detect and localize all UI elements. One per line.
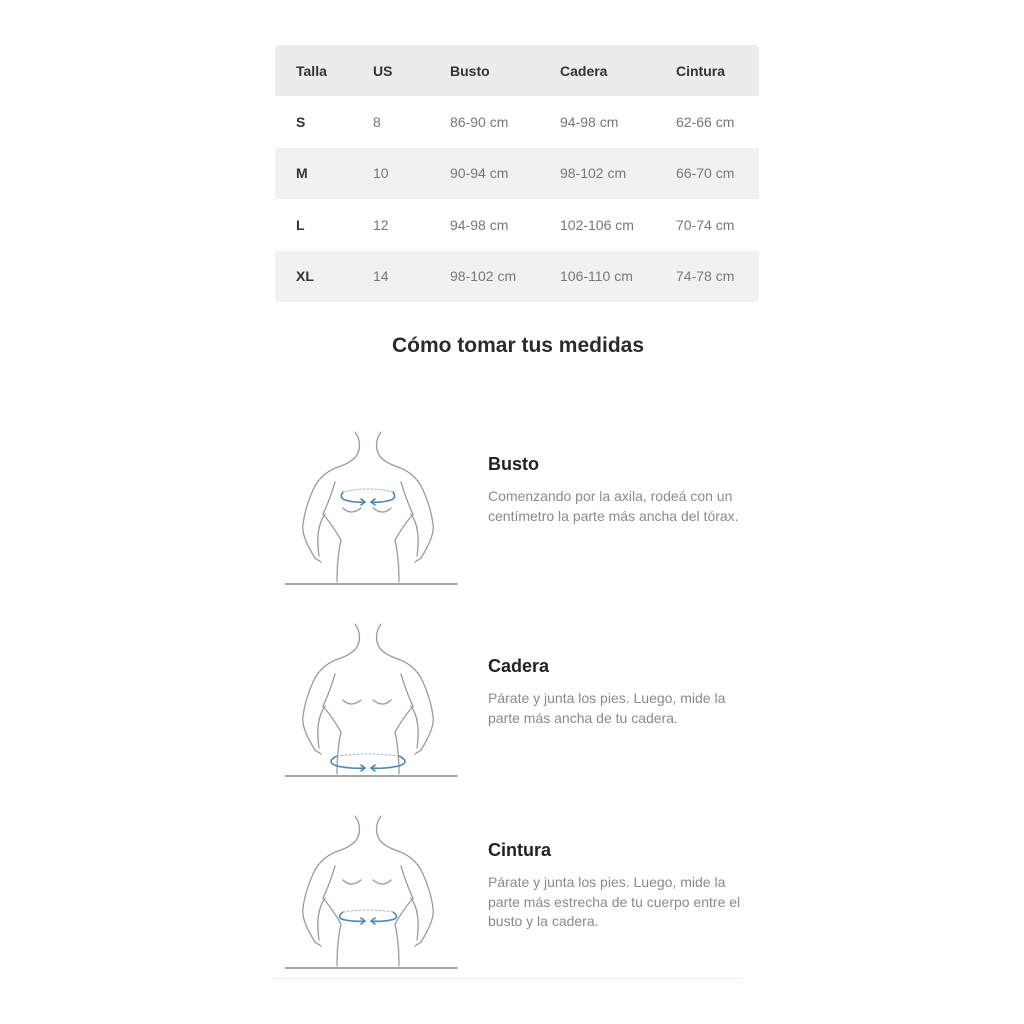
measure-item-description: Párate y junta los pies. Luego, mide la parte más estrecha de tu cuerpo entre el busto y la cadera. [488, 874, 741, 929]
cell-cadera: 94-98 cm [560, 114, 619, 131]
cell-cadera: 98-102 cm [560, 165, 627, 182]
cell-busto: 98-102 cm [450, 268, 517, 285]
cell-cintura: 70-74 cm [676, 216, 735, 233]
cell-cintura: 66-70 cm [676, 165, 735, 182]
header-cintura: Cintura [676, 62, 725, 79]
header-busto: Busto [450, 62, 490, 79]
measure-item-description: Párate y junta los pies. Luego, mide la parte más ancha de tu cadera. [488, 690, 726, 726]
bust-measure-illustration [285, 428, 465, 588]
table-row [275, 148, 759, 199]
measure-item-description: Comenzando por la axila, rodeá con un centímetro la parte más ancha del tórax. [488, 488, 739, 524]
divider [272, 978, 742, 979]
cell-talla: M [296, 165, 308, 182]
header-talla: Talla [296, 62, 327, 79]
measure-item-title: Cintura [488, 840, 551, 860]
cell-talla: XL [296, 268, 314, 285]
cell-cintura: 62-66 cm [676, 114, 735, 131]
table-row [275, 199, 759, 250]
measure-item-cadera [285, 620, 765, 790]
measure-guide-title: Cómo tomar tus medidas [391, 334, 645, 357]
cell-busto: 86-90 cm [450, 114, 509, 131]
hip-measure-illustration [285, 620, 465, 780]
cell-talla: L [296, 216, 305, 233]
table-row [275, 96, 759, 147]
measure-item-cintura [285, 812, 765, 982]
header-us: US [373, 62, 393, 79]
cell-us: 8 [373, 114, 381, 131]
cell-cadera: 106-110 cm [560, 268, 633, 285]
cell-busto: 90-94 cm [450, 165, 509, 182]
cell-us: 12 [373, 216, 389, 233]
cell-cadera: 102-106 cm [560, 216, 634, 233]
cell-us: 14 [373, 268, 389, 285]
cell-talla: S [296, 114, 306, 131]
cell-busto: 94-98 cm [450, 216, 509, 233]
measure-item-title: Cadera [488, 656, 550, 676]
waist-measure-illustration [285, 812, 465, 972]
cell-cintura: 74-78 cm [676, 268, 735, 285]
header-cadera: Cadera [560, 62, 608, 79]
measure-item-busto [285, 428, 765, 598]
cell-us: 10 [373, 165, 389, 182]
table-header-row [275, 45, 759, 96]
table-row [275, 251, 759, 302]
measure-item-title: Busto [488, 454, 539, 474]
size-chart-table [275, 45, 759, 302]
